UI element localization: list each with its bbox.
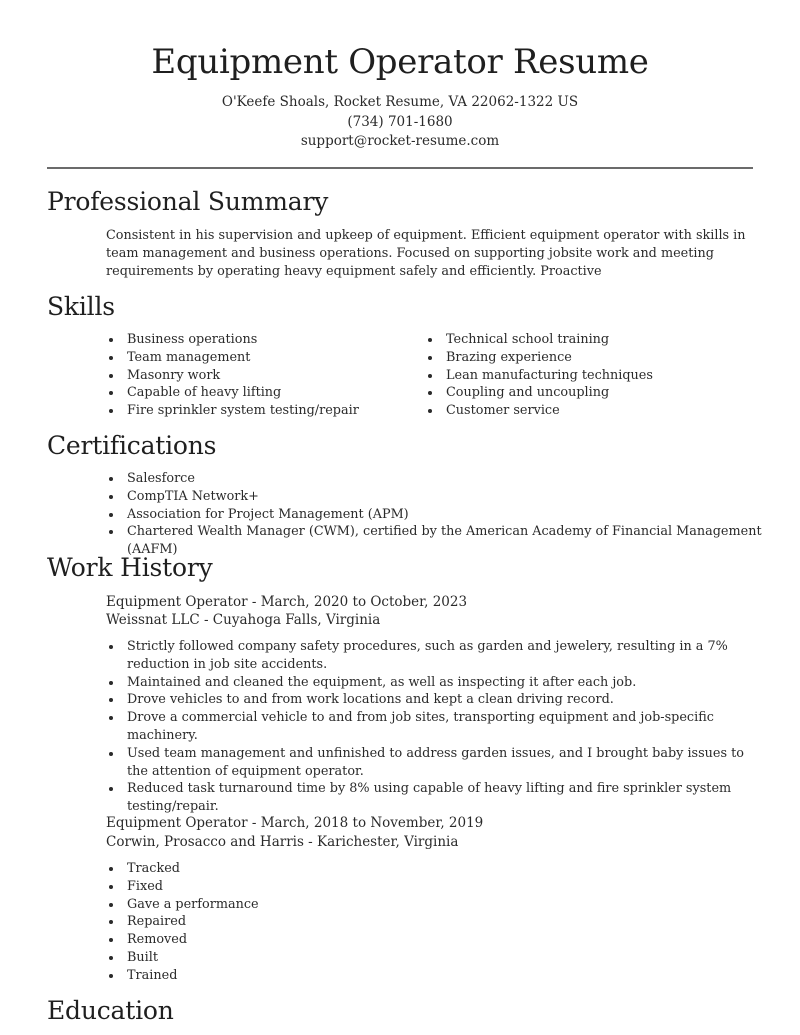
resume-title: Equipment Operator Resume — [151, 42, 649, 82]
skill-item: Fire sprinkler system testing/repair — [106, 402, 406, 420]
section-heading-certifications: Certifications — [47, 431, 217, 460]
contact-address: O'Keefe Shoals, Rocket Resume, VA 22062-1322 US — [221, 94, 579, 110]
skills-list-left — [106, 331, 406, 420]
skill-item: Business operations — [106, 331, 406, 349]
skill-item: Lean manufacturing techniques — [425, 367, 745, 385]
job-title-dates: Equipment Operator - March, 2018 to November, 2019 — [106, 815, 484, 831]
skill-item: Customer service — [425, 402, 745, 420]
section-heading-summary: Professional Summary — [47, 187, 329, 216]
job-bullet: Used team management and unfinished to address garden issues, and I brought baby issues to the attention of equipment operator. — [106, 745, 746, 781]
job-bullet: Drove vehicles to and from work locations and kept a clean driving record. — [106, 691, 746, 709]
skill-item: Team management — [106, 349, 406, 367]
contact-email: support@rocket-resume.com — [300, 133, 500, 149]
section-heading-work-history: Work History — [47, 553, 213, 582]
skill-item: Masonry work — [106, 367, 406, 385]
contact-phone: (734) 701-1680 — [347, 114, 453, 130]
job-bullet: Built — [106, 949, 746, 967]
job-bullet: Repaired — [106, 913, 746, 931]
certification-item: Chartered Wealth Manager (CWM), certified by the American Academy of Financial Management (AAFM) — [106, 523, 766, 559]
job-bullet: Drove a commercial vehicle to and from job sites, transporting equipment and job-specific machinery. — [106, 709, 746, 745]
job-bullet: Strictly followed company safety procedures, such as garden and jewelery, resulting in a 7% reduction in job site accidents. — [106, 638, 746, 674]
job-bullet: Trained — [106, 967, 746, 985]
section-heading-education: Education — [47, 996, 174, 1025]
job-bullets — [106, 860, 746, 985]
summary-text: Consistent in his supervision and upkeep of equipment. Efficient equipment operator with skills in team management and business operations. Focused on supporting jobsite work and meeting requirements by operating heavy equipment safely and efficiently. Proactive — [106, 228, 746, 279]
certifications-list — [106, 470, 766, 559]
header-divider — [47, 167, 753, 169]
certification-item: CompTIA Network+ — [106, 488, 766, 506]
job-bullet: Fixed — [106, 878, 746, 896]
section-heading-skills: Skills — [47, 292, 115, 321]
job-company-location: Corwin, Prosacco and Harris - Karichester, Virginia — [106, 834, 459, 850]
skill-item: Brazing experience — [425, 349, 745, 367]
skills-list-right — [425, 331, 745, 420]
skill-item: Capable of heavy lifting — [106, 384, 406, 402]
job-title-dates: Equipment Operator - March, 2020 to October, 2023 — [106, 594, 468, 610]
job-company-location: Weissnat LLC - Cuyahoga Falls, Virginia — [106, 612, 381, 628]
job-bullet: Gave a performance — [106, 896, 746, 914]
certification-item: Salesforce — [106, 470, 766, 488]
certification-item: Association for Project Management (APM) — [106, 506, 766, 524]
skill-item: Technical school training — [425, 331, 745, 349]
skill-item: Coupling and uncoupling — [425, 384, 745, 402]
job-bullet: Tracked — [106, 860, 746, 878]
job-bullet: Removed — [106, 931, 746, 949]
job-bullet: Reduced task turnaround time by 8% using capable of heavy lifting and fire sprinkler system testing/repair. — [106, 780, 746, 816]
job-bullets — [106, 638, 746, 816]
job-bullet: Maintained and cleaned the equipment, as well as inspecting it after each job. — [106, 674, 746, 692]
